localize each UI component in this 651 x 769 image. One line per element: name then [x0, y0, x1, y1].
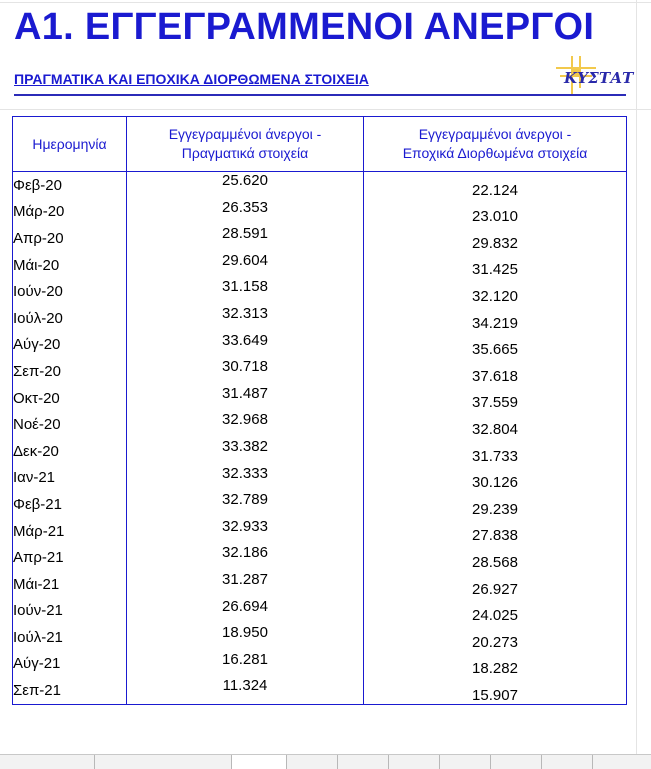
cell-actual[interactable]: 18.950 — [127, 624, 364, 651]
cell-date[interactable]: Φεβ-20 — [13, 172, 127, 199]
header-adj-line1: Εγγεγραμμένοι άνεργοι - — [418, 126, 572, 142]
cell-actual[interactable]: 26.353 — [127, 199, 364, 226]
table-row — [13, 278, 627, 305]
sheet-tab[interactable] — [286, 755, 337, 769]
cell-date[interactable]: Δεκ-20 — [13, 438, 127, 465]
cell-date[interactable]: Νοέ-20 — [13, 411, 127, 438]
table-row — [13, 411, 627, 438]
table-row — [13, 438, 627, 465]
cystat-logo-text: ΚΥΣΤΑΤ — [564, 69, 634, 87]
cell-adjusted[interactable]: 34.219 — [364, 305, 627, 332]
cell-actual[interactable]: 31.158 — [127, 278, 364, 305]
cell-date[interactable]: Μάρ-21 — [13, 518, 127, 545]
table-row — [13, 305, 627, 332]
sheet-tab[interactable] — [388, 755, 439, 769]
page-title: Α1. ΕΓΓΕΓΡΑΜΜΕΝΟΙ ΑΝΕΡΓΟΙ — [14, 6, 595, 48]
cell-adjusted[interactable]: 31.425 — [364, 252, 627, 279]
table-row — [13, 172, 627, 199]
cell-date[interactable]: Σεπ-21 — [13, 677, 127, 704]
sheet-tab[interactable] — [337, 755, 388, 769]
cell-actual[interactable]: 11.324 — [127, 677, 364, 704]
table-row — [13, 465, 627, 492]
cell-adjusted[interactable]: 31.733 — [364, 438, 627, 465]
cell-adjusted[interactable]: 37.559 — [364, 385, 627, 412]
header-adj-line2: Εποχικά Διορθωμένα στοιχεία — [402, 145, 588, 161]
cell-actual[interactable]: 32.313 — [127, 305, 364, 332]
cell-date[interactable]: Ιούλ-21 — [13, 624, 127, 651]
title-divider — [14, 94, 626, 96]
cell-date[interactable]: Ιαν-21 — [13, 465, 127, 492]
table-row — [13, 491, 627, 518]
header-actual-line2: Πραγματικά στοιχεία — [181, 145, 309, 161]
table-row — [13, 677, 627, 704]
cell-adjusted[interactable]: 22.124 — [364, 172, 627, 199]
cell-adjusted[interactable]: 20.273 — [364, 624, 627, 651]
cell-actual[interactable]: 32.333 — [127, 465, 364, 492]
cell-adjusted[interactable]: 23.010 — [364, 199, 627, 226]
cell-date[interactable]: Φεβ-21 — [13, 491, 127, 518]
cell-actual[interactable]: 32.968 — [127, 411, 364, 438]
table-row — [13, 252, 627, 279]
cell-actual[interactable]: 32.789 — [127, 491, 364, 518]
cell-actual[interactable]: 16.281 — [127, 651, 364, 678]
sheet-tab[interactable] — [94, 755, 231, 769]
cell-date[interactable]: Ιούν-20 — [13, 278, 127, 305]
sheet-tab-active[interactable] — [231, 755, 287, 769]
table-row — [13, 544, 627, 571]
cell-date[interactable]: Μάι-20 — [13, 252, 127, 279]
cell-adjusted[interactable]: 28.568 — [364, 544, 627, 571]
table-row — [13, 518, 627, 545]
cell-adjusted[interactable]: 37.618 — [364, 358, 627, 385]
cell-actual[interactable]: 33.649 — [127, 332, 364, 359]
cell-actual[interactable]: 33.382 — [127, 438, 364, 465]
cell-adjusted[interactable]: 32.804 — [364, 411, 627, 438]
cell-actual[interactable]: 31.487 — [127, 385, 364, 412]
cell-date[interactable]: Μάρ-20 — [13, 199, 127, 226]
cell-actual[interactable]: 29.604 — [127, 252, 364, 279]
cell-actual[interactable]: 26.694 — [127, 598, 364, 625]
cell-adjusted[interactable]: 18.282 — [364, 651, 627, 678]
cell-adjusted[interactable]: 15.907 — [364, 677, 627, 704]
cell-adjusted[interactable]: 26.927 — [364, 571, 627, 598]
cell-date[interactable]: Ιούν-21 — [13, 598, 127, 625]
page-subtitle: ΠΡΑΓΜΑΤΙΚΑ ΚΑΙ ΕΠΟΧΙΚΑ ΔΙΟΡΘΩΜΕΝΑ ΣΤΟΙΧΕΙΑ — [14, 71, 369, 87]
cell-adjusted[interactable]: 24.025 — [364, 598, 627, 625]
table-row — [13, 598, 627, 625]
cell-actual[interactable]: 32.186 — [127, 544, 364, 571]
cell-date[interactable]: Απρ-21 — [13, 544, 127, 571]
cell-adjusted[interactable]: 30.126 — [364, 465, 627, 492]
header-date[interactable]: Ημερομηνία — [13, 117, 127, 172]
cell-adjusted[interactable]: 27.838 — [364, 518, 627, 545]
cell-date[interactable]: Οκτ-20 — [13, 385, 127, 412]
cell-adjusted[interactable]: 29.239 — [364, 491, 627, 518]
table-row — [13, 571, 627, 598]
cell-actual[interactable]: 28.591 — [127, 225, 364, 252]
cell-actual[interactable]: 32.933 — [127, 518, 364, 545]
cell-date[interactable]: Σεπ-20 — [13, 358, 127, 385]
cell-adjusted[interactable]: 32.120 — [364, 278, 627, 305]
table-row — [13, 385, 627, 412]
cell-adjusted[interactable]: 35.665 — [364, 332, 627, 359]
table-row — [13, 651, 627, 678]
cell-date[interactable]: Ιούλ-20 — [13, 305, 127, 332]
header-actual[interactable] — [127, 117, 364, 172]
header-actual-line1: Εγγεγραμμένοι άνεργοι - — [168, 126, 322, 142]
sheet-tab[interactable] — [439, 755, 490, 769]
sheet-tab[interactable] — [541, 755, 592, 769]
table-row — [13, 225, 627, 252]
unemployment-table — [12, 116, 627, 705]
cell-adjusted[interactable]: 29.832 — [364, 225, 627, 252]
table-row — [13, 624, 627, 651]
sheet-tab[interactable] — [490, 755, 541, 769]
cell-actual[interactable]: 30.718 — [127, 358, 364, 385]
sheet-tab[interactable] — [592, 755, 651, 769]
table-row — [13, 332, 627, 359]
table-row — [13, 358, 627, 385]
cell-actual[interactable]: 25.620 — [127, 172, 364, 199]
table-header-row — [13, 117, 627, 172]
table-row — [13, 199, 627, 226]
cell-date[interactable]: Αύγ-21 — [13, 651, 127, 678]
cell-date[interactable]: Αύγ-20 — [13, 332, 127, 359]
cell-date[interactable]: Μάι-21 — [13, 571, 127, 598]
header-seasonally-adjusted[interactable] — [364, 117, 627, 172]
sheet-tab-bar — [0, 754, 651, 769]
cell-actual[interactable]: 31.287 — [127, 571, 364, 598]
cell-date[interactable]: Απρ-20 — [13, 225, 127, 252]
